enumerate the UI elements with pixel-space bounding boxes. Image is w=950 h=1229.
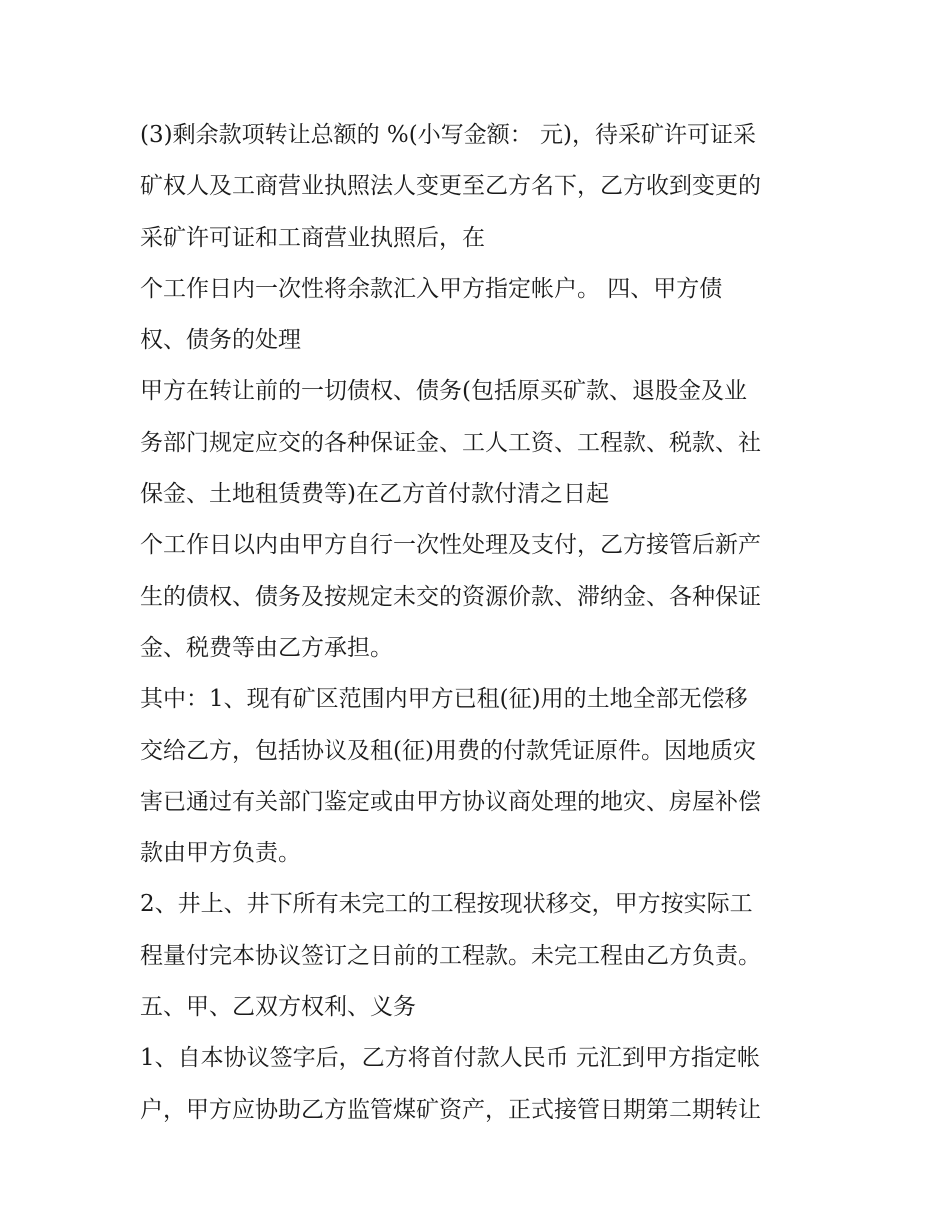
text-line: 五、甲、乙双方权利、义务	[140, 994, 416, 1021]
text-line: 款由甲方负责。	[140, 840, 301, 867]
text-line: 个工作日以内由甲方自行一次性处理及支付，乙方接管后新产	[140, 532, 761, 559]
text-line: 其中：1、现有矿区范围内甲方已租(征)用的土地全部无偿移	[140, 686, 748, 713]
text-line: 2、井上、井下所有未完工的工程按现状移交，甲方按实际工	[140, 891, 753, 918]
text-line: 户，甲方应协助乙方监管煤矿资产，正式接管日期第二期转让	[140, 1096, 761, 1123]
text-line: 务部门规定应交的各种保证金、工人工资、工程款、税款、社	[140, 429, 761, 456]
text-line: (3)剩余款项转让总额的 %(小写金额： 元)，待采矿许可证采	[140, 122, 757, 148]
text-line: 交给乙方，包括协议及租(征)用费的付款凭证原件。因地质灾	[140, 737, 756, 764]
document-body	[140, 110, 820, 1136]
text-line: 生的债权、债务及按规定未交的资源价款、滞纳金、各种保证	[140, 583, 761, 610]
text-line: 个工作日内一次性将余款汇入甲方指定帐户。 四、甲方债	[140, 275, 723, 302]
text-line: 程量付完本协议签订之日前的工程款。未完工程由乙方负责。	[140, 942, 761, 969]
text-line: 保金、土地租赁费等)在乙方首付款付清之日起	[140, 481, 609, 508]
text-line: 权、债务的处理	[140, 327, 301, 354]
text-line: 害已通过有关部门鉴定或由甲方协议商处理的地灾、房屋补偿	[140, 788, 761, 815]
text-line: 甲方在转让前的一切债权、债务(包括原买矿款、退股金及业	[140, 378, 747, 405]
text-line: 采矿许可证和工商营业执照后，在	[140, 224, 485, 251]
text-line: 金、税费等由乙方承担。	[140, 634, 393, 661]
text-line: 1、自本协议签字后，乙方将首付款人民币 元汇到甲方指定帐	[140, 1045, 760, 1072]
text-line: 矿权人及工商营业执照法人变更至乙方名下，乙方收到变更的	[140, 173, 761, 200]
